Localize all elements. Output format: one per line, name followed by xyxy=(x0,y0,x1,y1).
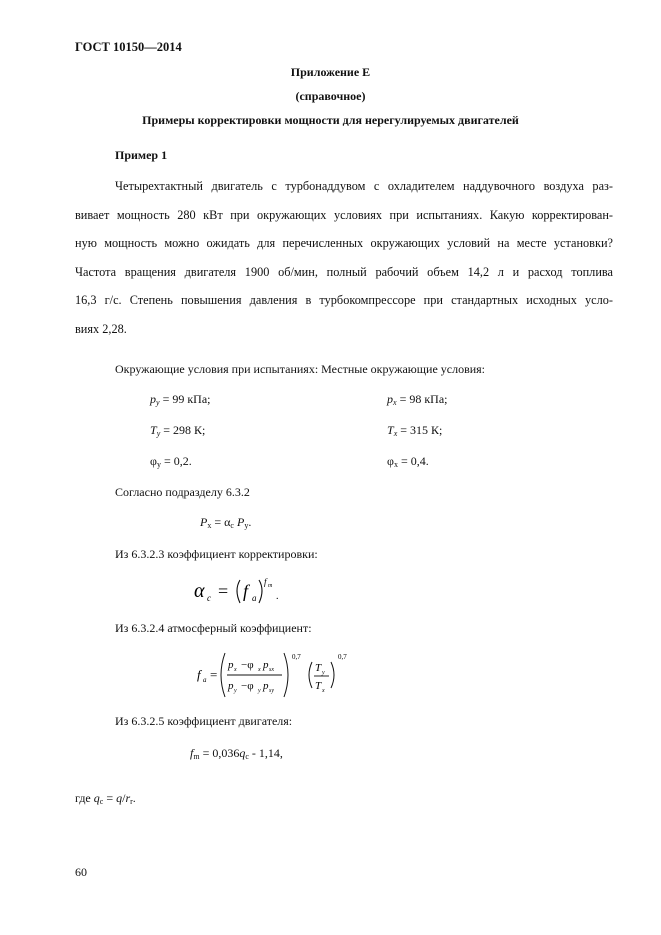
svg-text:.: . xyxy=(276,591,279,602)
appendix-title: Приложение Е xyxy=(290,65,371,79)
svg-text:y: y xyxy=(234,688,237,694)
svg-text:0,7: 0,7 xyxy=(338,653,347,661)
svg-text:α: α xyxy=(194,580,205,602)
local-humidity: $\varphi_x = 0,4$. xyxy=(387,454,429,469)
svg-text:sy: sy xyxy=(269,688,274,694)
svg-text:f: f xyxy=(264,577,267,587)
according-text: Согласно подразделу 6.3.2 xyxy=(115,485,250,499)
svg-text:−φ: −φ xyxy=(241,659,254,671)
engine-text: Из 6.3.2.5 коэффициент двигателя: xyxy=(115,714,293,728)
svg-text:T: T xyxy=(315,680,322,692)
svg-text:p: p xyxy=(228,659,234,671)
paragraph-line: ную мощность можно ожидать для перечисленных окружающих условий на месте установки? xyxy=(75,236,613,250)
svg-text:f: f xyxy=(197,667,201,682)
paragraph-line: вивает мощность 280 кВт при окружающих условиях при испытаниях. Какую корректирован- xyxy=(75,207,613,222)
svg-text:f: f xyxy=(243,581,249,601)
svg-text:c: c xyxy=(207,593,211,603)
svg-text:x: x xyxy=(258,667,261,673)
correction-text: Из 6.3.2.3 коэффициент корректировки: xyxy=(115,547,318,561)
local-temperature: $T_x = 315$ К; xyxy=(387,423,443,438)
paragraph-line: Четырехтактный двигатель с турбонаддувом с охладителем наддувочного воздуха раз- xyxy=(115,179,613,193)
svg-text:y: y xyxy=(258,688,261,694)
formula-atmospheric-factor xyxy=(195,650,370,700)
svg-text:p: p xyxy=(263,659,269,671)
svg-text:a: a xyxy=(203,676,207,684)
conditions-caption: Окружающие условия при испытаниях: Местные окружающие условия: xyxy=(115,362,486,376)
svg-text:=: = xyxy=(210,667,218,682)
svg-text:−φ: −φ xyxy=(241,680,254,692)
svg-text:x: x xyxy=(322,688,325,694)
svg-text:=: = xyxy=(218,581,229,601)
svg-text:T: T xyxy=(315,662,322,674)
svg-text:0,7: 0,7 xyxy=(292,653,301,661)
svg-text:p: p xyxy=(228,680,234,692)
svg-text:a: a xyxy=(252,593,257,603)
page-number: 60 xyxy=(75,865,87,879)
example-paragraph xyxy=(75,172,613,343)
formula-correction-factor xyxy=(192,572,292,608)
svg-text:p: p xyxy=(263,680,269,692)
test-pressure: $p_y = 99$ кПа; xyxy=(150,392,211,407)
example-title: Пример 1 xyxy=(115,148,168,162)
svg-text:sx: sx xyxy=(269,667,274,673)
appendix-heading: Примеры корректировки мощности для нерегулируемых двигателей xyxy=(142,113,519,127)
test-humidity: $\varphi_y = 0,2$. xyxy=(150,454,192,469)
paragraph-line: Частота вращения двигателя 1900 об/мин, полный рабочий объем 14,2 л и расход топлива xyxy=(75,264,613,279)
paragraph-line: виях 2,28. xyxy=(75,321,127,336)
formula-engine-factor: $f_m = 0,036q_c - 1,14$, xyxy=(190,746,283,761)
svg-text:y: y xyxy=(322,670,325,676)
atmospheric-text: Из 6.3.2.4 атмосферный коэффициент: xyxy=(115,621,312,635)
svg-text:x: x xyxy=(234,667,237,673)
paragraph-line: 16,3 г/с. Степень повышения давления в турбокомпрессоре при стандартных исходных усло- xyxy=(75,293,613,307)
document-code: ГОСТ 10150—2014 xyxy=(75,40,182,54)
appendix-kind: (справочное) xyxy=(295,89,366,103)
svg-text:m: m xyxy=(268,583,273,589)
local-pressure: $p_x = 98$ кПа; xyxy=(387,392,448,407)
formula-power: $P_x = \alpha_c$ $P_y$. xyxy=(200,515,252,530)
where-line: где $q_c = q/r_r$. xyxy=(75,791,136,806)
test-temperature: $T_y = 298$ К; xyxy=(150,423,206,438)
